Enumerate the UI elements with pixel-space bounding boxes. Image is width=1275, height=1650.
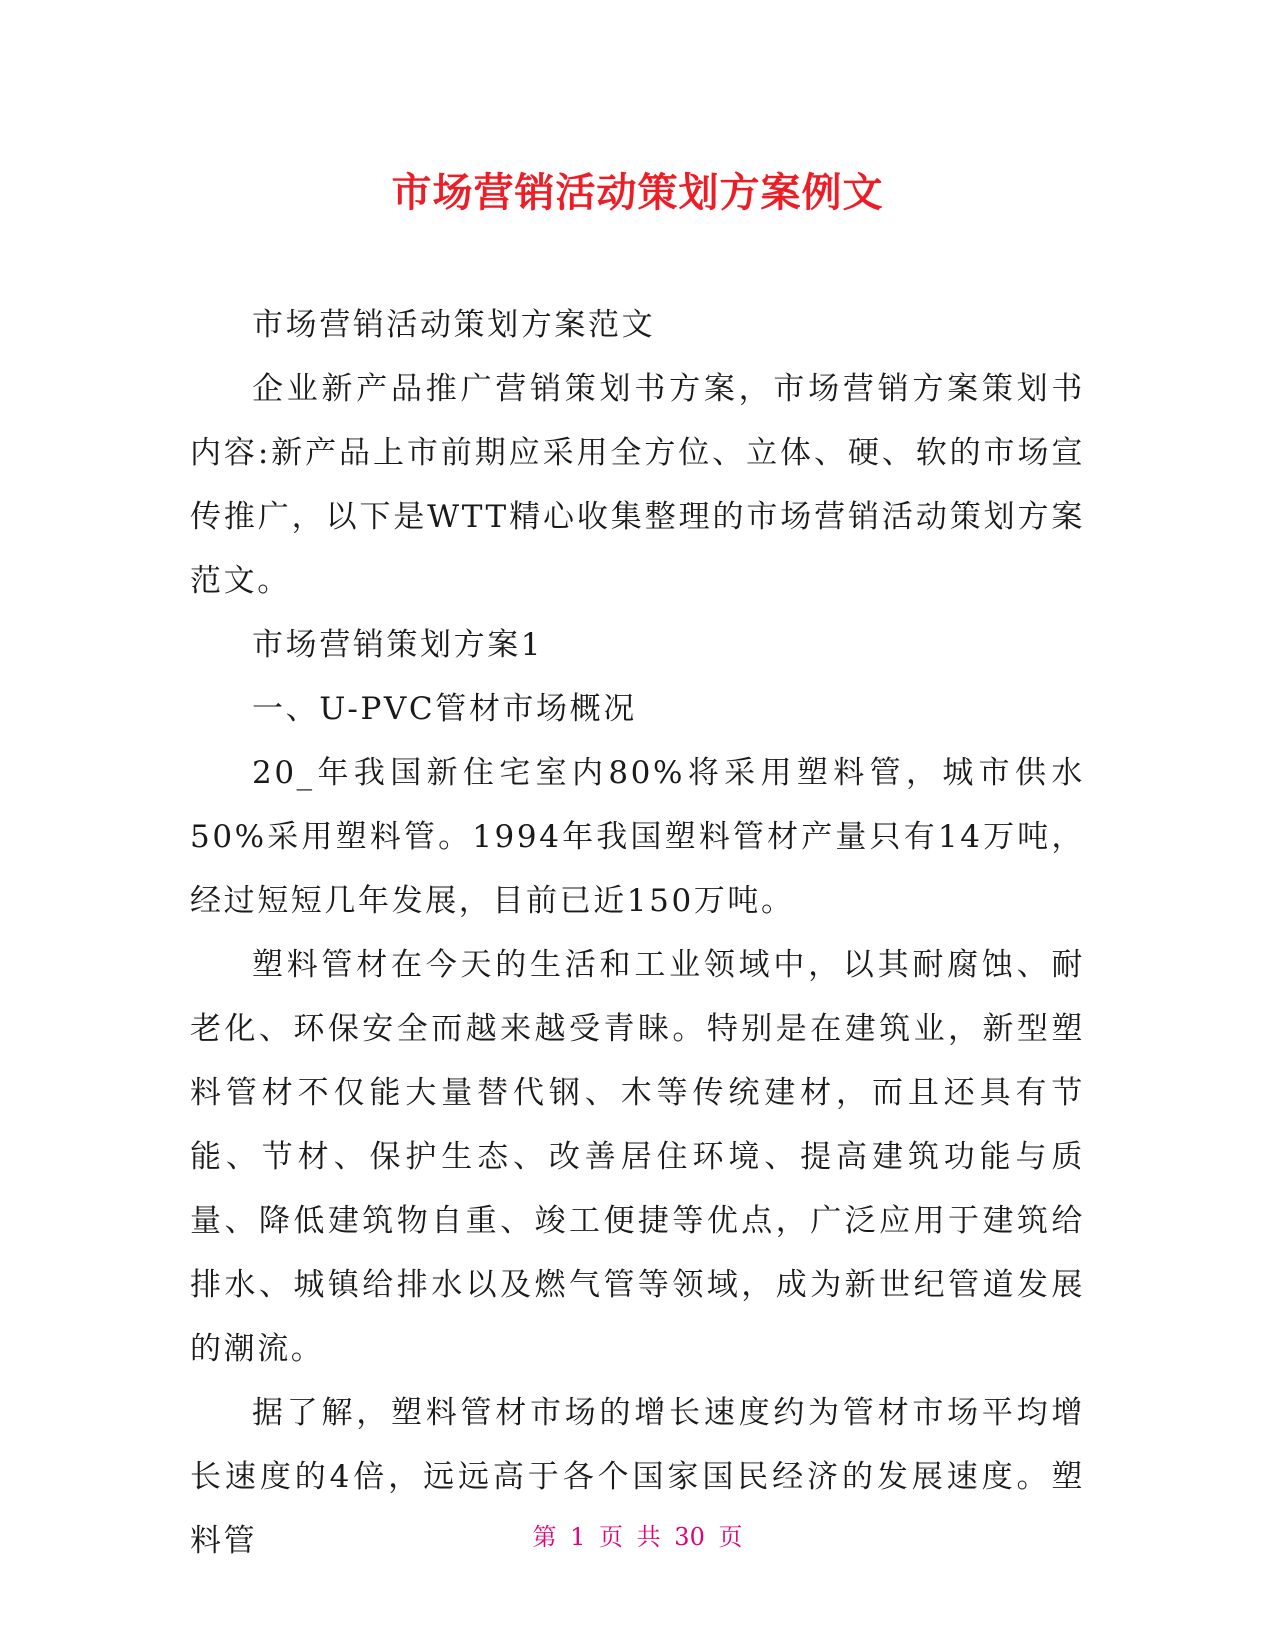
document-body (190, 293, 1085, 1573)
document-title: 市场营销活动策划方案例文 (391, 170, 884, 216)
paragraph-advantages: 塑料管材在今天的生活和工业领域中，以其耐腐蚀、耐老化、环保安全而越来越受青睐。特别是在建筑业，新型塑料管材不仅能大量替代钢、木等传统建材，而且还具有节能、节材、保护生态、改善居住环境、提高建筑功能与质量、降低建筑物自重、竣工便捷等优点，广泛应用于建筑给排水、城镇给排水以及燃气管等领域，成为新世纪管道发展的潮流。 (190, 947, 1085, 1367)
paragraph-heading-intro: 市场营销活动策划方案范文 (252, 307, 656, 343)
paragraph-intro: 企业新产品推广营销策划书方案，市场营销方案策划书内容:新产品上市前期应采用全方位、立体、硬、软的市场宣传推广，以下是WTT精心收集整理的市场营销活动策划方案范文。 (190, 371, 1085, 599)
paragraph-plan-heading: 市场营销策划方案1 (252, 627, 544, 663)
page-number-footer: 第 1 页 共 30 页 (532, 1523, 743, 1551)
paragraph-market-stats: 20_年我国新住宅室内80%将采用塑料管，城市供水50%采用塑料管。1994年我国塑料管材产量只有14万吨，经过短短几年发展，目前已近150万吨。 (190, 755, 1085, 919)
paragraph-section-heading: 一、U-PVC管材市场概况 (252, 691, 637, 727)
paragraph-growth: 据了解，塑料管材市场的增长速度约为管材市场平均增长速度的4倍，远远高于各个国家国民经济的发展速度。塑料管 (190, 1395, 1085, 1559)
